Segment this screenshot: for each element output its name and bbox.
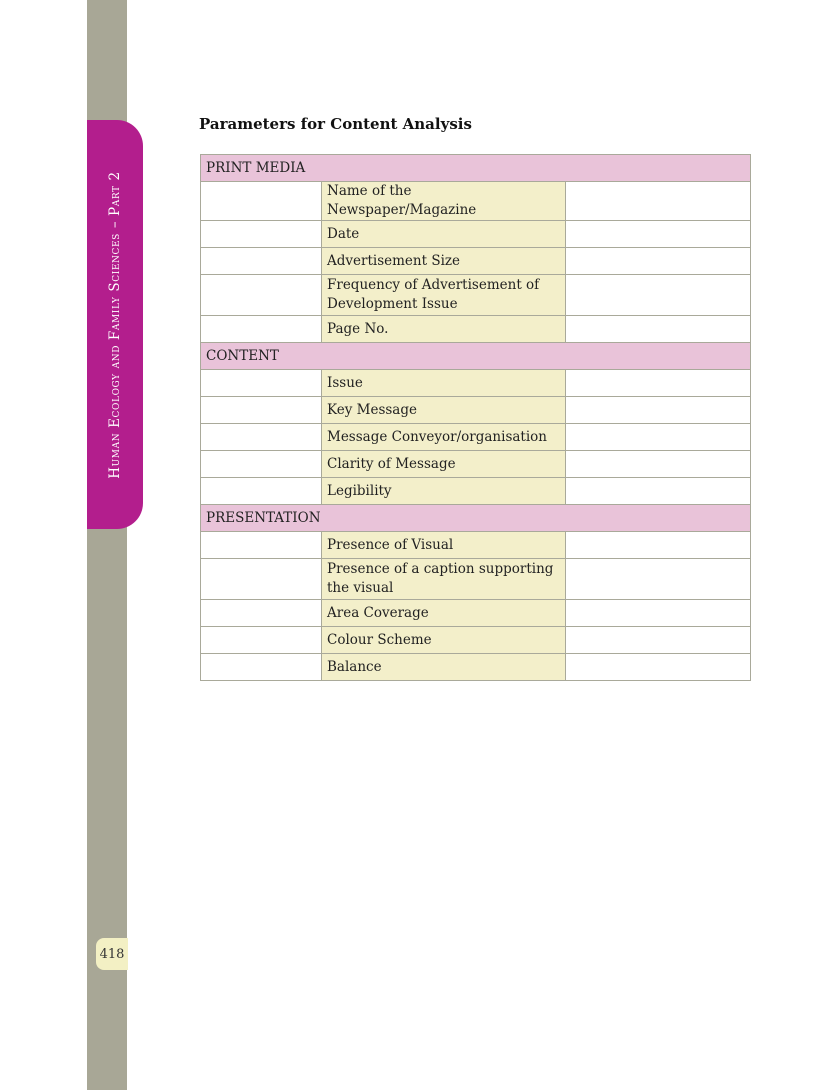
parameter-cell: Advertisement Size bbox=[322, 248, 566, 275]
table-row bbox=[201, 532, 751, 559]
blank-cell bbox=[201, 532, 322, 559]
parameter-cell: Key Message bbox=[322, 397, 566, 424]
table-row bbox=[201, 627, 751, 654]
parameter-cell: Colour Scheme bbox=[322, 627, 566, 654]
section-header-row bbox=[201, 505, 751, 532]
section-heading: CONTENT bbox=[201, 343, 751, 370]
parameter-cell: Date bbox=[322, 221, 566, 248]
response-cell bbox=[566, 275, 751, 316]
table-row bbox=[201, 397, 751, 424]
blank-cell bbox=[201, 182, 322, 221]
table-row bbox=[201, 559, 751, 600]
response-cell bbox=[566, 424, 751, 451]
section-heading: PRESENTATION bbox=[201, 505, 751, 532]
parameter-cell: Area Coverage bbox=[322, 600, 566, 627]
table-row bbox=[201, 451, 751, 478]
table-row bbox=[201, 654, 751, 681]
table-row bbox=[201, 221, 751, 248]
section-header-row bbox=[201, 155, 751, 182]
response-cell bbox=[566, 221, 751, 248]
response-cell bbox=[566, 600, 751, 627]
parameter-cell: Presence of Visual bbox=[322, 532, 566, 559]
response-cell bbox=[566, 627, 751, 654]
table-row bbox=[201, 248, 751, 275]
blank-cell bbox=[201, 248, 322, 275]
running-title: Human Ecology and Family Sciences – Part 2 bbox=[107, 170, 124, 479]
table-row bbox=[201, 275, 751, 316]
blank-cell bbox=[201, 600, 322, 627]
page-number: 418 bbox=[96, 938, 128, 970]
blank-cell bbox=[201, 397, 322, 424]
section-header-row bbox=[201, 343, 751, 370]
parameter-cell: Name of the Newspaper/Magazine bbox=[322, 182, 566, 221]
parameter-cell: Message Conveyor/organisation bbox=[322, 424, 566, 451]
blank-cell bbox=[201, 370, 322, 397]
table-row bbox=[201, 182, 751, 221]
blank-cell bbox=[201, 559, 322, 600]
response-cell bbox=[566, 248, 751, 275]
table-row bbox=[201, 316, 751, 343]
table-row bbox=[201, 424, 751, 451]
blank-cell bbox=[201, 275, 322, 316]
blank-cell bbox=[201, 627, 322, 654]
parameter-cell: Frequency of Advertisement of Development Issue bbox=[322, 275, 566, 316]
response-cell bbox=[566, 182, 751, 221]
parameter-cell: Issue bbox=[322, 370, 566, 397]
section-title: Parameters for Content Analysis bbox=[199, 115, 472, 133]
blank-cell bbox=[201, 654, 322, 681]
response-cell bbox=[566, 478, 751, 505]
blank-cell bbox=[201, 424, 322, 451]
response-cell bbox=[566, 451, 751, 478]
blank-cell bbox=[201, 478, 322, 505]
running-title-container bbox=[87, 120, 143, 529]
section-heading: PRINT MEDIA bbox=[201, 155, 751, 182]
parameter-cell: Balance bbox=[322, 654, 566, 681]
response-cell bbox=[566, 532, 751, 559]
content-analysis-table bbox=[200, 154, 751, 681]
response-cell bbox=[566, 559, 751, 600]
parameter-cell: Page No. bbox=[322, 316, 566, 343]
table-row bbox=[201, 600, 751, 627]
blank-cell bbox=[201, 451, 322, 478]
response-cell bbox=[566, 370, 751, 397]
response-cell bbox=[566, 654, 751, 681]
response-cell bbox=[566, 316, 751, 343]
parameter-cell: Legibility bbox=[322, 478, 566, 505]
table-row bbox=[201, 370, 751, 397]
blank-cell bbox=[201, 316, 322, 343]
blank-cell bbox=[201, 221, 322, 248]
table-row bbox=[201, 478, 751, 505]
parameter-cell: Presence of a caption supporting the visual bbox=[322, 559, 566, 600]
response-cell bbox=[566, 397, 751, 424]
parameter-cell: Clarity of Message bbox=[322, 451, 566, 478]
